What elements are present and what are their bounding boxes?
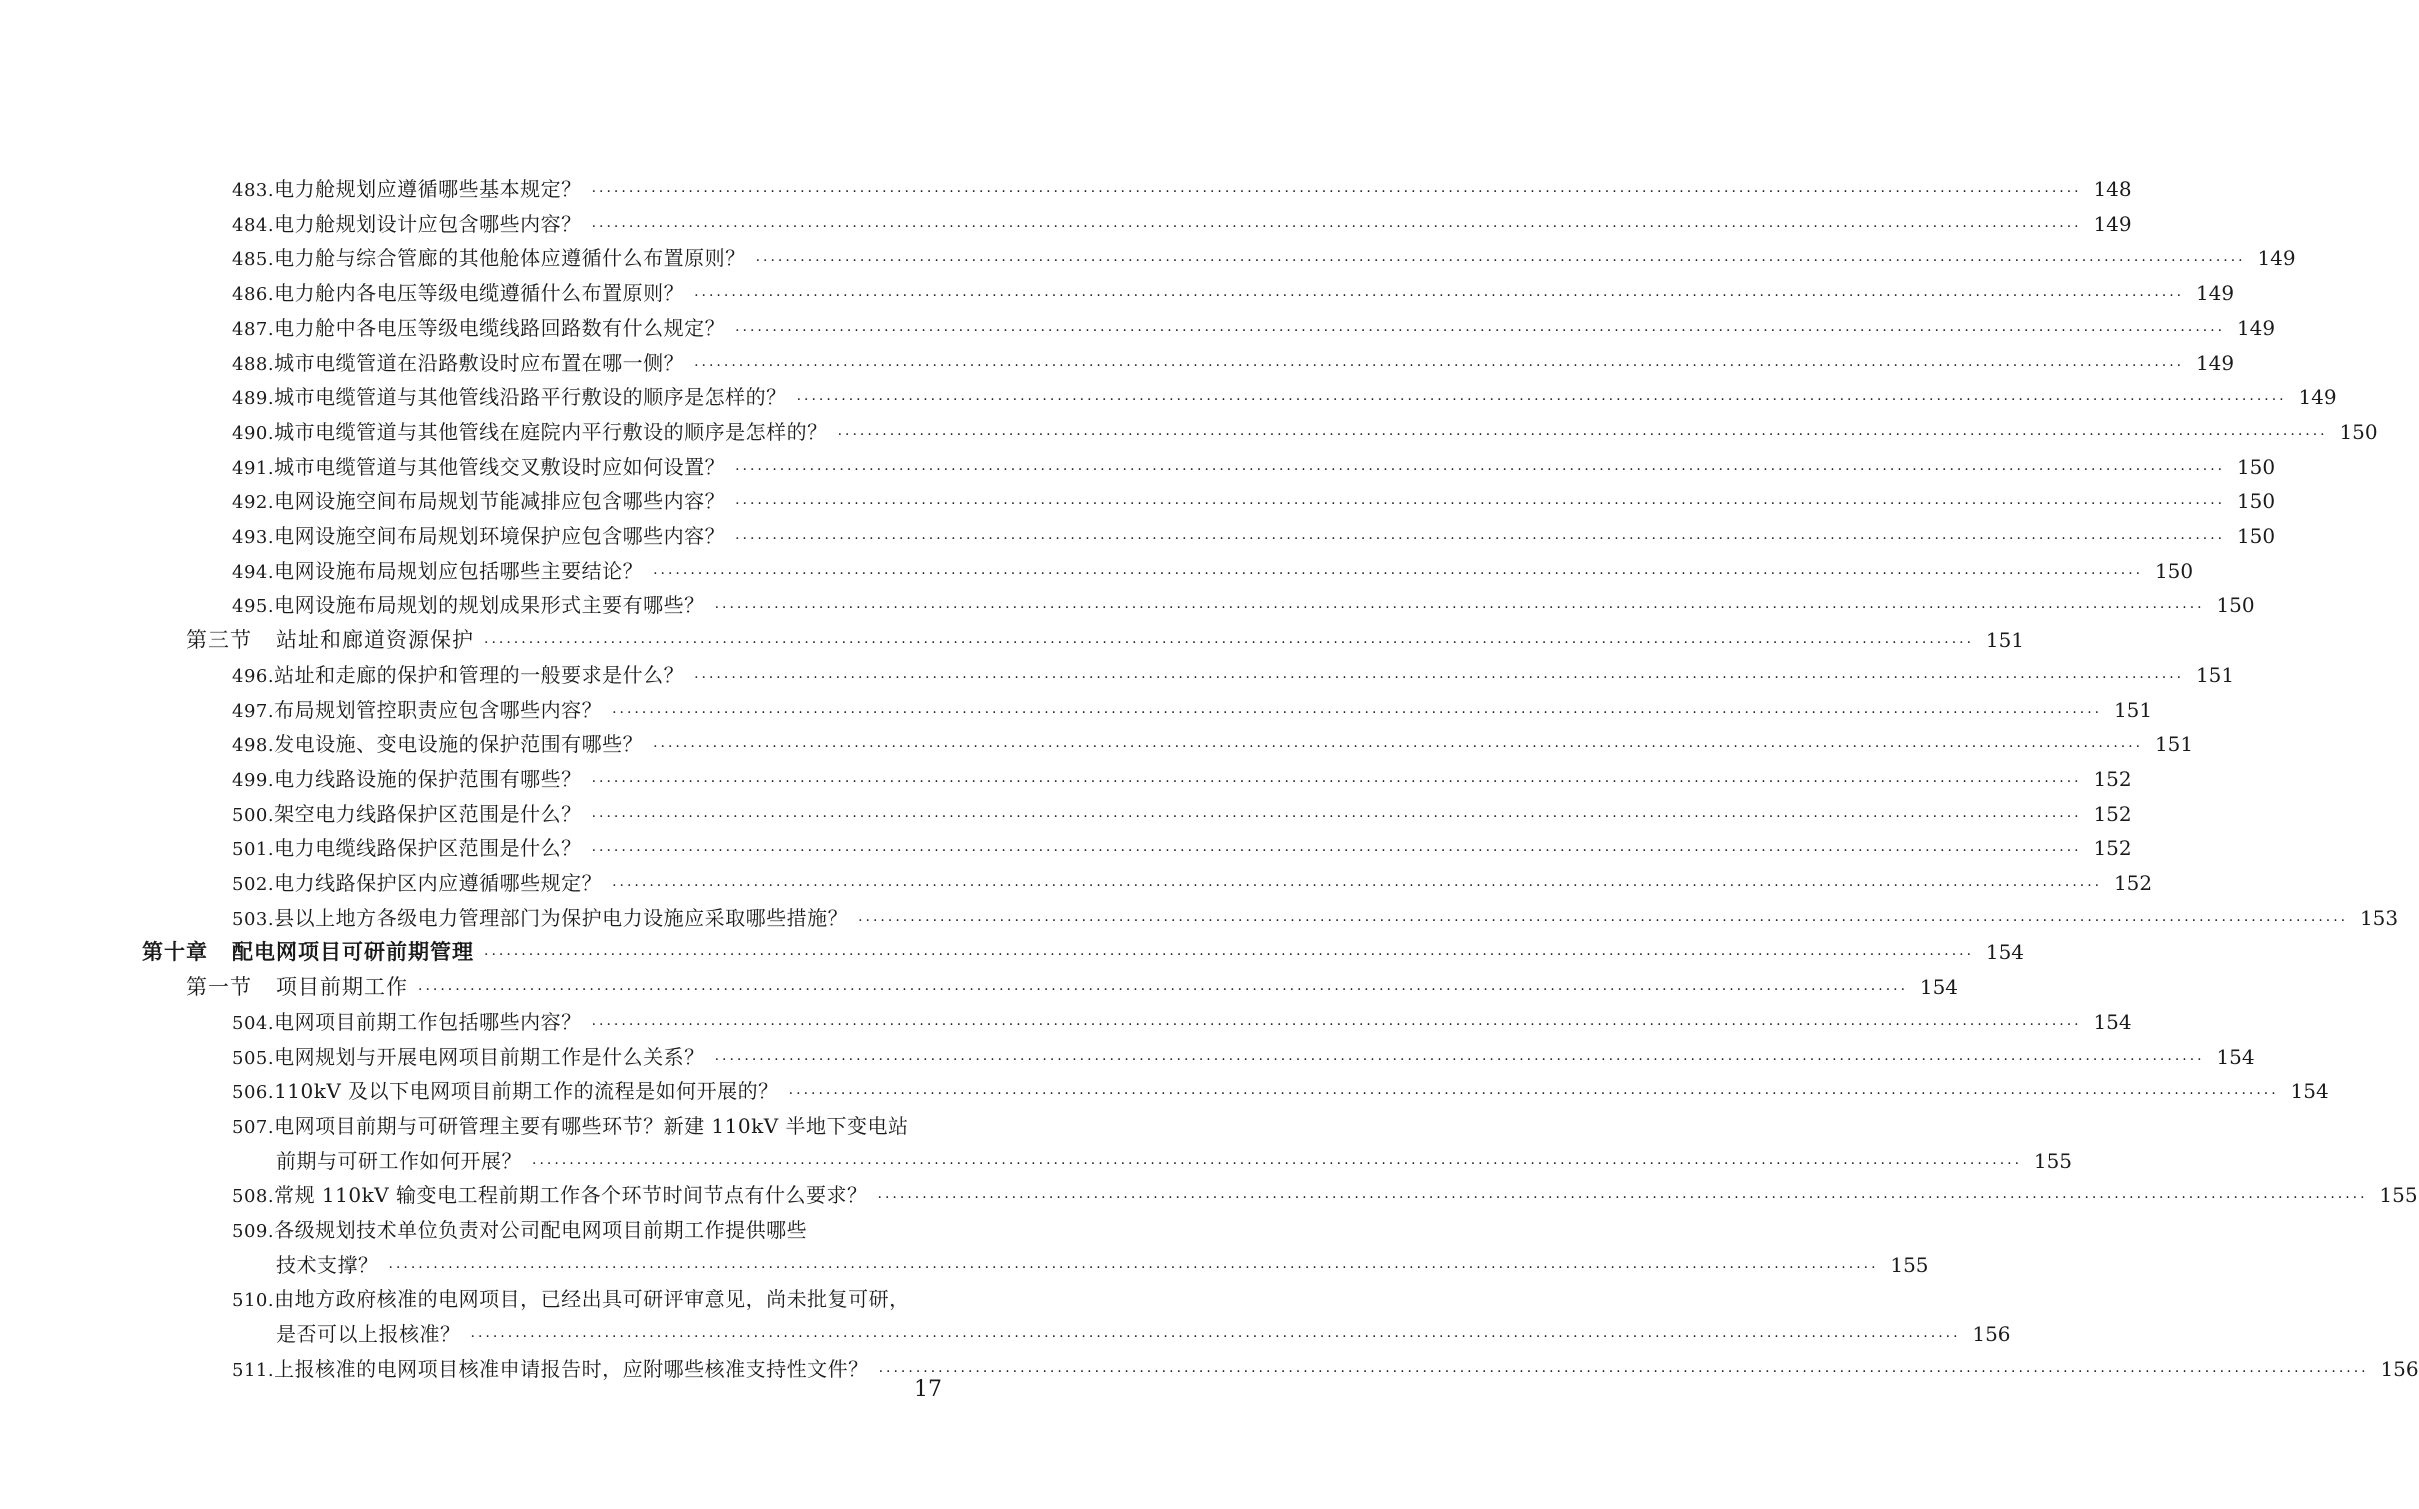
page-ref: 150 (2216, 593, 2255, 618)
entry-title: 电网规划与开展电网项目前期工作是什么关系？ (274, 1044, 705, 1069)
page-ref: 151 (2195, 662, 2235, 687)
toc-question (232, 485, 2276, 517)
toc-question (232, 798, 2132, 830)
page-ref: 154 (1919, 975, 1959, 1000)
page-ref: 150 (2236, 524, 2276, 548)
dot-leader: ········································································································································································································ (612, 704, 2103, 721)
dot-leader: ········································································································································································································ (694, 669, 2185, 686)
question-number: 484. (232, 214, 275, 236)
question-number: 496. (232, 665, 275, 687)
toc-question (232, 1006, 2132, 1038)
question-number: 499. (232, 769, 275, 791)
toc-question (232, 1041, 2255, 1073)
entry-title: 常规 110kV 输变电工程前期工作各个环节时间节点有什么要求？ (274, 1183, 868, 1208)
entry-title: 上报核准的电网项目核准申请报告时，应附哪些核准支持性文件？ (274, 1356, 869, 1381)
entry-title: 前期与可研工作如何开展？ (276, 1148, 522, 1173)
toc-question (232, 1214, 958, 1246)
dot-leader: ········································································································································································································ (653, 565, 2144, 582)
question-number: 511. (232, 1359, 275, 1381)
page-ref: 149 (2298, 385, 2337, 410)
page-ref: 152 (2113, 871, 2153, 895)
dot-leader: ········································································································································································································ (837, 426, 2328, 443)
toc-question (232, 520, 2276, 552)
toc-question (232, 381, 2337, 413)
page-ref: 152 (2093, 766, 2132, 791)
entry-title: 电网设施布局规划的规划成果形式主要有哪些？ (274, 593, 705, 618)
question-number: 497. (232, 700, 275, 722)
dot-leader: ········································································································································································································ (735, 531, 2226, 547)
page-ref: 154 (2216, 1044, 2255, 1069)
entry-title: 是否可以上报核准？ (276, 1322, 461, 1347)
page-ref: 151 (2113, 697, 2153, 722)
page-ref: 155 (2033, 1148, 2073, 1173)
toc-question (232, 451, 2276, 483)
page-ref: 155 (1890, 1252, 1929, 1277)
entry-title: 布局规划管控职责应包含哪些内容？ (274, 697, 603, 722)
dot-leader: ········································································································································································································ (591, 218, 2082, 235)
section-label: 第一节 (186, 975, 252, 1000)
toc-question (232, 694, 2153, 726)
dot-leader: ········································································································································································································ (858, 912, 2349, 929)
dot-leader: ········································································································································································································ (591, 1016, 2082, 1033)
dot-leader: ········································································································································································································ (484, 635, 1975, 652)
question-number: 487. (232, 318, 275, 340)
dot-leader: ········································································································································································································ (878, 1363, 2369, 1380)
question-number: 501. (232, 839, 275, 861)
entry-title: 城市电缆管道在沿路敷设时应布置在哪一侧？ (274, 350, 685, 375)
entry-title: 配电网项目可研前期管理 (232, 940, 474, 965)
question-number: 500. (232, 804, 275, 826)
question-number: 488. (232, 353, 275, 375)
entry-title: 电力电缆线路保护区范围是什么？ (274, 836, 582, 861)
page-ref: 154 (2290, 1079, 2329, 1104)
page-ref: 151 (2154, 732, 2194, 757)
dot-leader: ········································································································································································································ (532, 1155, 2023, 1172)
question-number: 493. (232, 527, 275, 548)
page-number: 17 (914, 1377, 942, 1402)
dot-leader: ········································································································································································································ (612, 878, 2103, 894)
entry-title: 县以上地方各级电力管理部门为保护电力设施应采取哪些措施？ (274, 905, 849, 930)
entry-title: 各级规划技术单位负责对公司配电网项目前期工作提供哪些 (274, 1218, 808, 1242)
dot-leader: ········································································································································································································ (591, 808, 2082, 825)
page-ref: 150 (2339, 419, 2378, 444)
dot-leader: ········································································································································································································ (796, 392, 2287, 409)
question-number: 510. (232, 1290, 275, 1312)
entry-title: 项目前期工作 (276, 975, 408, 1000)
question-number: 486. (232, 284, 275, 306)
page-ref: 149 (2195, 350, 2235, 375)
entry-title: 电力舱规划设计应包含哪些内容？ (274, 211, 582, 236)
dot-leader: ········································································································································································································ (591, 843, 2082, 860)
entry-title: 电网设施布局规划应包括哪些主要结论？ (274, 558, 644, 583)
toc-section (186, 624, 2025, 656)
toc-question (232, 555, 2194, 587)
entry-title: 站址和廊道资源保护 (276, 628, 474, 653)
question-number: 483. (232, 180, 275, 201)
page-ref: 152 (2093, 836, 2132, 861)
dot-leader: ········································································································································································································ (755, 253, 2246, 270)
dot-leader: ········································································································································································································ (470, 1329, 1961, 1346)
dot-leader: ········································································································································································································ (714, 600, 2205, 617)
entry-title: 110kV 及以下电网项目前期工作的流程是如何开展的？ (274, 1079, 779, 1104)
toc-continuation (276, 1318, 2011, 1350)
question-number: 498. (232, 735, 275, 757)
dot-leader: ········································································································································································································ (714, 1051, 2205, 1068)
toc-question (232, 1353, 2419, 1385)
dot-leader: ········································································································································································································ (484, 947, 1975, 964)
page-ref: 155 (2379, 1183, 2418, 1208)
question-number: 495. (232, 596, 275, 618)
question-number: 491. (232, 457, 275, 479)
toc-question (232, 242, 2296, 274)
entry-title: 架空电力线路保护区范围是什么？ (274, 801, 582, 826)
toc-question (232, 208, 2132, 240)
page-ref: 153 (2359, 905, 2399, 930)
question-number: 492. (232, 492, 275, 514)
chapter-label: 第十章 (142, 940, 208, 965)
page-ref: 149 (2093, 211, 2132, 236)
page-ref: 152 (2093, 801, 2132, 826)
question-number: 508. (232, 1186, 275, 1208)
question-number: 504. (232, 1012, 275, 1034)
question-number: 507. (232, 1116, 275, 1138)
question-number: 494. (232, 561, 275, 583)
entry-title: 技术支撑？ (276, 1252, 379, 1277)
question-number: 506. (232, 1082, 275, 1104)
dot-leader: ········································································································································································································ (418, 982, 1909, 999)
toc-question (232, 1283, 958, 1315)
page-ref: 148 (2093, 177, 2132, 201)
section-label: 第三节 (186, 628, 252, 653)
entry-title: 电力舱规划应遵循哪些基本规定？ (274, 177, 582, 201)
dot-leader: ········································································································································································································ (735, 461, 2226, 478)
entry-title: 城市电缆管道与其他管线交叉敷设时应如何设置？ (274, 454, 726, 479)
toc-continuation (276, 1249, 1929, 1281)
dot-leader: ········································································································································································································ (788, 1086, 2279, 1103)
page-ref: 149 (2257, 246, 2296, 271)
toc-question (232, 277, 2235, 309)
toc-question (232, 173, 2132, 205)
toc-question (232, 832, 2132, 864)
entry-title: 站址和走廊的保护和管理的一般要求是什么？ (274, 662, 685, 687)
dot-leader: ········································································································································································································ (653, 739, 2144, 756)
toc-question (232, 589, 2255, 621)
toc-question (232, 347, 2235, 379)
toc-question (232, 867, 2153, 899)
toc-question (232, 1110, 958, 1142)
entry-title: 城市电缆管道与其他管线在庭院内平行敷设的顺序是怎样的？ (274, 419, 828, 444)
entry-title: 发电设施、变电设施的保护范围有哪些？ (274, 732, 644, 757)
toc-question (232, 1075, 2329, 1107)
page-ref: 154 (1985, 940, 2025, 965)
page-ref: 156 (1972, 1322, 2011, 1347)
page-ref: 156 (2380, 1356, 2419, 1381)
page-ref: 149 (2236, 315, 2276, 340)
toc-chapter (142, 936, 2025, 968)
entry-title: 由地方政府核准的电网项目，已经出具可研评审意见，尚未批复可研， (274, 1287, 910, 1312)
toc-question (232, 416, 2378, 448)
entry-title: 电网项目前期与可研管理主要有哪些环节？新建 110kV 半地下变电站 (274, 1113, 909, 1138)
toc-question (232, 902, 2399, 934)
question-number: 509. (232, 1221, 275, 1242)
entry-title: 电力舱中各电压等级电缆线路回路数有什么规定？ (274, 315, 726, 340)
page-ref: 150 (2236, 489, 2276, 514)
dot-leader: ········································································································································································································ (388, 1259, 1879, 1276)
dot-leader: ········································································································································································································ (694, 288, 2185, 305)
toc-question (232, 1179, 2418, 1211)
question-number: 502. (232, 874, 275, 895)
page-ref: 154 (2093, 1009, 2132, 1034)
toc-continuation (276, 1145, 2073, 1177)
page-ref: 149 (2195, 281, 2235, 306)
dot-leader: ········································································································································································································ (735, 322, 2226, 339)
question-number: 490. (232, 422, 275, 444)
page-ref: 150 (2154, 558, 2194, 583)
question-number: 485. (232, 249, 275, 271)
entry-title: 电力舱内各电压等级电缆遵循什么布置原则？ (274, 281, 685, 306)
toc-question (232, 728, 2194, 760)
entry-title: 电力线路保护区内应遵循哪些规定？ (274, 871, 603, 895)
dot-leader: ········································································································································································································ (877, 1190, 2368, 1207)
toc-question (232, 763, 2132, 795)
question-number: 489. (232, 388, 275, 410)
entry-title: 电力线路设施的保护范围有哪些？ (274, 766, 582, 791)
dot-leader: ········································································································································································································ (694, 357, 2185, 374)
toc-question (232, 312, 2276, 344)
page-ref: 150 (2236, 454, 2276, 479)
entry-title: 电网设施空间布局规划节能减排应包含哪些内容？ (274, 489, 726, 514)
question-number: 505. (232, 1047, 275, 1069)
toc-section (186, 971, 1959, 1003)
page-ref: 151 (1985, 628, 2025, 653)
dot-leader: ········································································································································································································ (591, 773, 2082, 790)
entry-title: 城市电缆管道与其他管线沿路平行敷设的顺序是怎样的？ (274, 385, 787, 410)
entry-title: 电力舱与综合管廊的其他舱体应遵循什么布置原则？ (274, 246, 746, 271)
dot-leader: ········································································································································································································ (591, 184, 2082, 200)
entry-title: 电网设施空间布局规划环境保护应包含哪些内容？ (274, 524, 726, 548)
dot-leader: ········································································································································································································ (735, 496, 2226, 513)
question-number: 503. (232, 908, 275, 930)
toc-question (232, 659, 2235, 691)
entry-title: 电网项目前期工作包括哪些内容？ (274, 1009, 582, 1034)
